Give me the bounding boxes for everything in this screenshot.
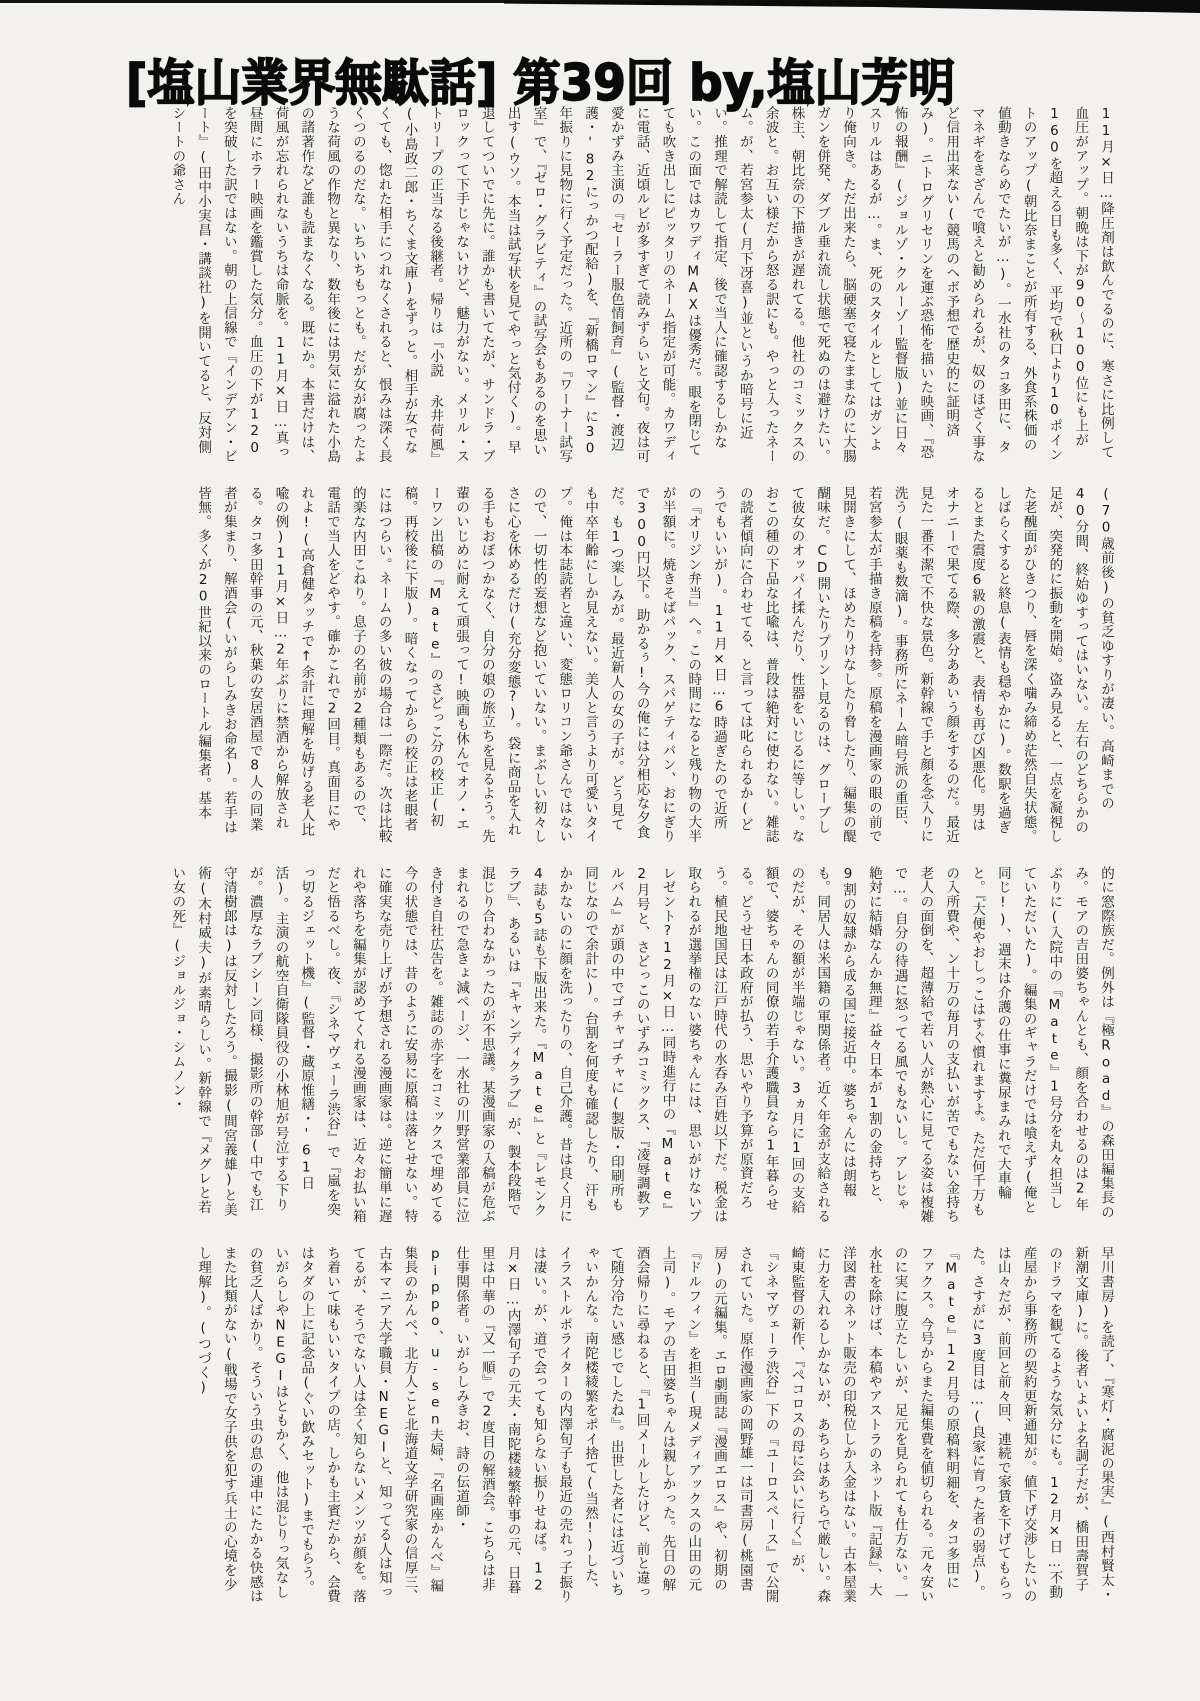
article-text-band-4: 早川書房)を読了、『寒灯・腐泥の果実』(西村賢太・新潮文庫)に。後者いよいよ名調子だが、橋田壽賀子のドラマを観てるような気分にも。12月×日…不動産屋から事務所の契約更新通知が。値下げ交渉したいのは山々だが、前回と前々回、連続で家賃を下げてもらった。さすがに3度目は…(良家に育った者の弱点)。『Mate』12月号の原稿料明細を、タコ多田にファクス。今号からまた編集費を値切られる。元々安いのに実に腹立たしいが、足元を見られても仕方ない。一水社を除けば、本稿やアストラのネット版『記録』、大洋図書のネット販売の印税位しか入金はない。古本屋業に力を入れるしかないが、あちらはあちらで厳しい。森崎東監督の新作、『ペコロスの母に会いに行く』が、『シネマヴェーラ渋谷』下の『ユーロスペース』で公開されていた。原作漫画家の岡野雄一は司書房(桃園書房)の元編集。エロ劇画誌『漫画エロス』や、初期の『ドルフィン』を担当(現メディアックスの山田の元上司)。モアの吉田婆ちゃんは親しかった。先日の解酒会帰りに尋ねると、『1回メールしたけど、前と違って随分冷たい感じでしたね』。出世した者には近づいちゃいかんな。南陀楼綾繁をポイ捨て(当然!)した、イラストルポライターの内澤旬子も最近の売れっ子振りは凄い。が、道で会っても知らない振りせねば。12月×日…内澤旬子の元夫・南陀楼綾繁幹事の元、日暮里は中華の『又一順』で2度目の解酒会。こちらは非仕事関係者。いがらしみきお、詩の伝道師・pippo、u-sen夫婦、『名画座かんべ』編集長のかんべ、北方人こと北海道文学研究家の信厚三、古本マニア大学職員・NEGIと、知ってる人は知ってるが、そうでない人は全く知らないメンツが顔を。落ち着いて味もいいタイプの店。しかも主賓だから、会費はタダの上に記念品(ぐい飲みセット)までもらう。いがらしやNEGIはともかく、他は混じりっ気なしの貧乏人ばかり。そういう虫の息の連中にたかる快感はまた比類がない(戦場で女子供を犯す兵士の心境を少し理解)。(つづく) — [195, 1246, 1114, 1604]
scan-artifact-top-wedge — [504, 0, 1200, 13]
article-text-band-3: 的に窓際族だ。例外は『極Road』の森田編集長のみ。モアの吉田婆ちゃんとも、顔を合わせるのは2年ぶりに(入院中の『Mate』1号分を丸々担当していただいた)。編集のギャラだけでは喰えず(俺と同じ!)、週末は介護の仕事に糞尿まみれで大車輪と。『大便やおしっこはすぐ慣れますよ。ただ何千万もの入所費や、ン十万の毎月の支払いが苦でもない金持ち老人の面倒を、超薄給で若い人が熱心に見てる姿は複雑で…。自分の待遇に怒ってる風でもないし。アレじゃ絶対に結婚なんか無理』益々日本が1割の金持ちと、9割の奴隷から成る国に接近中。婆ちゃんには朗報も。同居人は米国籍の軍関係者。近く年金が支給されるのだが、その額が半端じゃない。3ヵ月に1回の支給額で、婆ちゃんの同僚の若手介護職員なら1年暮らせる。どうせ日本政府が払う、思いやり予算が原資だろう。植民地国民は江戸時代の水呑み百姓以下だ。税金は取られるが選挙権のない婆ちゃんには、思いがけないプレゼント?12月×日…同時進行中の『Mate』2月号と、さどっこのいずみコミックス、『凌辱調教アルバム』が頭の中でゴチャゴチャに(製版・印刷所も同じなので余計に)。台割を何度も確認したり、汗もかかないのに顔を洗ったりの、自己介護。昔は良く月に4誌も5誌も下版出来た。『Mate』と『レモンクラブ』、あるいは『キャンディクラブ』が、製本段階で混じり合わなかったのが不思議。某漫画家の入稿が危ぶまれるので急きょ減ページ、一水社の川野営業部員に泣き付き自社広告を。雑誌の赤字をコミックスで埋めてる今の状態では、昔のように安易に原稿は落とせない。特に確実な売り上げが予想される漫画家は。逆に簡単に遅れや落ちを編集が認めてくれる漫画家は、近々お払い箱だと悟るべし。夜、『シネマヴェーラ渋谷』で『嵐を突っ切るジェット機』(監督・蔵原惟繕・'61日活)。主演の航空自衛隊員役の小林旭が号泣する下りが。濃厚なラブシーン同様、撮影所の幹部(中でも江守清樹郎は)は反対したろう。撮影(間宮義雄)と美術(木村威夫)が素晴らしい。新幹線で『メグレと若い女の死』(ジョルジョ・シムノン・ — [169, 866, 1114, 1224]
article-text-band-2: (70歳前後)の貧乏ゆすりが凄い。高崎までの40分間、終始ゆすってはいない。左右のどちらかの足が、突発的に振動を開始。盗み見ると、一点を凝視した老醜面がひきつり、唇を深く噛み締め茫然自失状態。しばらくすると終息(表情も穏やかに)。数駅を過ぎるとまた震度6級の激震と、表情も再び凶悪化。男はオナニーで果てる際、多分ああいう顔をするのだ。最近見た一番不潔で不快な景色。新幹線で手と顔を念入りに洗う(眼薬も数滴)。事務所にネーム暗号派の重臣、若宮参太が手描き原稿を持参。原稿を漫画家の眼の前で見開きにして、ほめたりけなしたり脅したり、編集の醍醐味だ。CD開いたりプリント見るのは、グローブして彼女のオッパイ揉んだり、性器をいじるに等しい。なおこの種の下品な比喩は、普段は絶対に使わない。雑誌の読者傾向に合わせてる、と言っては叱られるか(どうでもいいが)。11月×日…6時過ぎたので近所の『オリジン弁当』へ。この時間になると残り物の大半が半額に。焼きそばパック、スパゲティパン、おにぎりで300円以下。助かるぅ!今の俺には分相応な夕食だ。も1つ楽しみが。最近新人の女の子が。どう見ても中卒年齢にしか見えない。美人と言うより可愛いタイプ。俺は本誌読者と違い、変態ロリコン爺さんではないので、一切性的妄想など抱いていない。まぶしい初々しさに心を休めるだけ(充分変態?)。袋に商品を入れる手もおぼつかなく、自分の娘の旅立ちを見るよう。先輩のいじめに耐えて頑張って!映画も休んでオノ・エーワン出稿の『Mate』のさどっこ分の校正(初稿。再校後に下版)。暗くなってからの校正は老眼者にはつらい。ネームの多い彼の場合は一際だ。次は比較的楽な内田こねり。息子の名前が2種類もあるので、電話で当人をどやす。確かこれで2回目。真面目にやれよ!(高倉健タッチで↑余計に理解を妨げる老人比喩の例)11月×日…2年ぶりに禁酒から解放される。タコ多田幹事の元、秋葉の安居酒屋で8人の同業者が集まり、解酒会(いがらしみきお命名)。若手は皆無。多くが20世紀以来のロートル編集者。基本 — [195, 486, 1114, 844]
column-title: [塩山業界無駄話] 第39回 by,塩山芳明 — [126, 53, 956, 112]
article-text-band-1: 11月×日…降圧剤は飲んでるのに、寒さに比例して血圧がアップ。朝晩は下が90〜100位にも上が160を超える日も多く、平均で秋口より10ポイントのアップ(朝比奈まことが所有する、外食系株価の値動きならめでたいが…)。一水社のタコ多田に、タマネギをきざんで喰えと勧められるが、奴のほざく事など信用出来ない(競馬のヘボ予想で歴史的に証明済み)。ニトログリセリンを運ぶ恐怖を描いた映画、『恐怖の報酬』(ジョルゾ・クルーゾー監督版)並に日々スリルはあるが…。ま、死のスタイルとしてはガンより俺向き。ただ出来たら、脳硬塞で寝たままなのに大腸ガンを併発、ダブル垂れ流し状態で死ぬのは避けたい。株主、朝比奈の下描きが遅れてる。他社のコミックスの余波と。お互い様だから怒る訳にも。やっと入ったネーム。が、若宮参太(月下冴喜)並というか暗号に近い。推理で解読して指定、後で当人に確認するしかない。この面ではカワディMAXは優秀だ。眼を閉じてても吹き出しにピッタリのネーム指定が可能。カワディに電話、近頃ルビが多すぎて読みずらいと文句。夜は可愛かずみ主演の『セーラー服色情飼育』(監督・渡辺護・'82にっかつ配給)を、『新橋ロマン』に30年振りに見物に行く予定だった。近所の『ワーナー試写室』で、『ゼロ・グラビティ』の試写会もあるのを思い出す(ウソ。本当は試写状を見てやっと気付く)。早退してついでに先に。誰かも書いてたが、サンドラ・ブロックって下手じゃないけど、魅力がない。メリル・ストリープの正当なる後継者。帰りは『小説 永井荷風』(小島政二郎・ちくま文庫)をずっと。相手が女でなくても、惚れた相手につれなくされると、恨みは深く長くつのるのだな。いちいちもっとも。だが女が腐ったような荷風の作物と異なり、数年後には男気に溢れた小島の諸著作など誰も読まなくなる。既にか。本書だけは、荷風が忘れられないうちは命脈を。11月×日…真っ昼間にホラー映画を鑑賞した気分。血圧の下が120を突破した訳ではない。朝の上信線で『インデアン・ビート』(田中小実昌・講談社)を開いてると、反対側シートの爺さん — [169, 106, 1114, 464]
